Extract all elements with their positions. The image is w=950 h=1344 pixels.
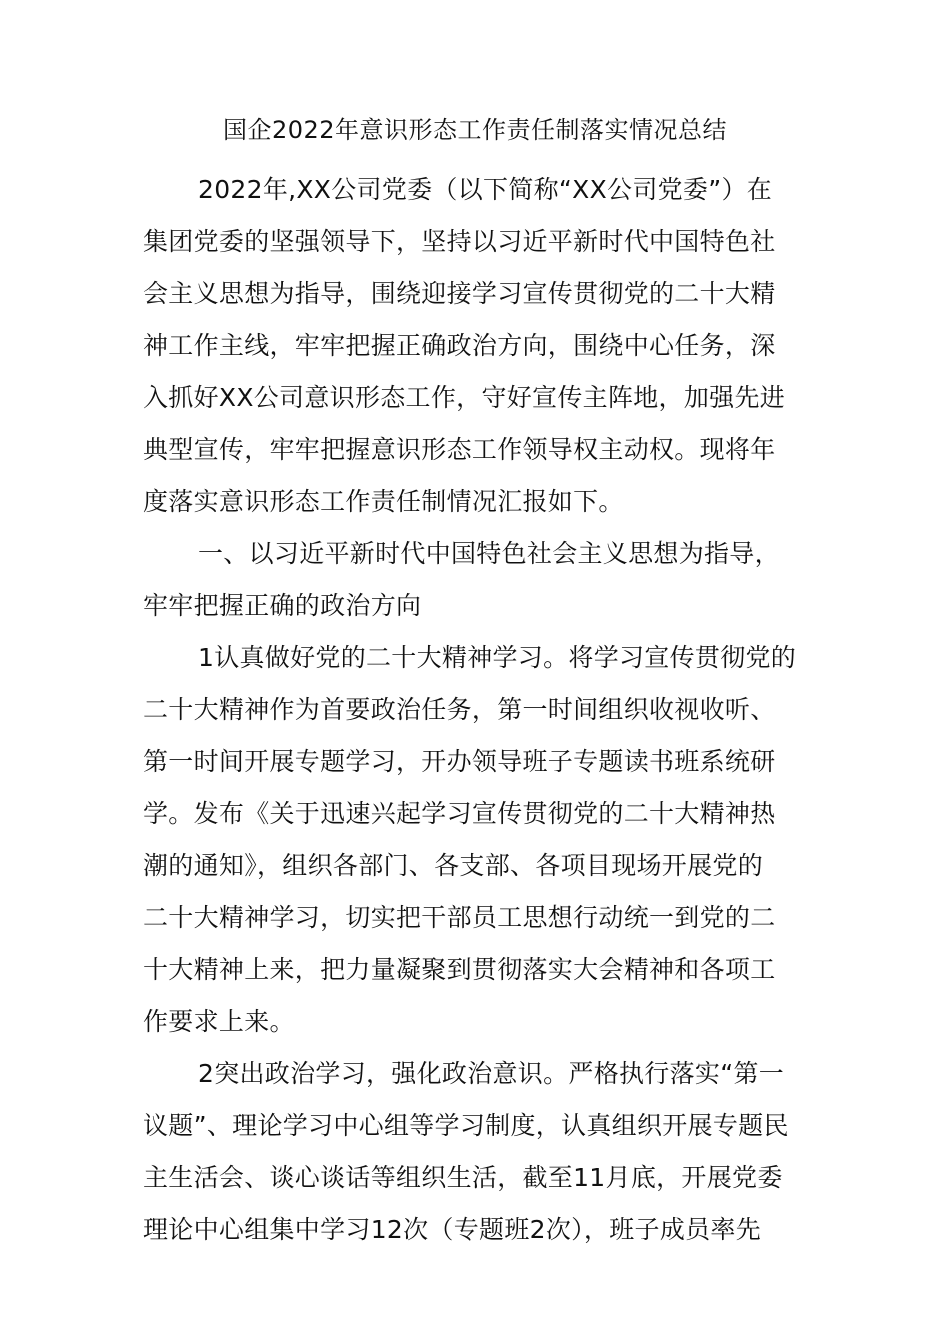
paragraph-line: 会主义思想为指导，围绕迎接学习宣传贯彻党的二十大精 <box>143 279 776 308</box>
section-heading-line: 一、以习近平新时代中国特色社会主义思想为指导， <box>198 539 780 568</box>
paragraph-line: 入抓好XX公司意识形态工作，守好宣传主阵地，加强先进 <box>143 383 786 412</box>
paragraph-line: 神工作主线，牢牢把握正确政治方向，围绕中心任务，深 <box>143 331 776 360</box>
paragraph-line: 十大精神上来，把力量凝聚到贯彻落实大会精神和各项工 <box>143 955 776 984</box>
paragraph-line: 第一时间开展专题学习，开办领导班子专题读书班系统研 <box>143 747 776 776</box>
paragraph-line: 二十大精神学习，切实把干部员工思想行动统一到党的二 <box>143 903 776 932</box>
paragraph-line: 二十大精神作为首要政治任务，第一时间组织收视收听、 <box>143 695 776 724</box>
paragraph-line: 议题”、理论学习中心组等学习制度，认真组织开展专题民 <box>143 1111 789 1140</box>
paragraph-line: 度落实意识形态工作责任制情况汇报如下。 <box>143 487 624 516</box>
document-title: 国企2022年意识形态工作责任制落实情况总结 <box>222 116 728 144</box>
paragraph-line: 2022年,XX公司党委（以下简称“XX公司党委”）在 <box>198 175 773 204</box>
paragraph-line: 潮的通知》，组织各部门、各支部、各项目现场开展党的 <box>143 851 764 880</box>
paragraph-line: 理论中心组集中学习12次（专题班2次），班子成员率先 <box>143 1215 762 1244</box>
paragraph-line: 1认真做好党的二十大精神学习。将学习宣传贯彻党的 <box>198 643 797 672</box>
section-heading-line: 牢牢把握正确的政治方向 <box>143 591 422 620</box>
paragraph-line: 典型宣传，牢牢把握意识形态工作领导权主动权。现将年 <box>143 435 776 464</box>
paragraph-line: 集团党委的坚强领导下，坚持以习近平新时代中国特色社 <box>143 227 776 256</box>
paragraph-line: 学。发布《关于迅速兴起学习宣传贯彻党的二十大精神热 <box>143 799 776 828</box>
document-body <box>143 164 807 1256</box>
paragraph-line: 2突出政治学习，强化政治意识。严格执行落实“第一 <box>198 1059 785 1088</box>
paragraph-line: 主生活会、谈心谈话等组织生活，截至11月底，开展党委 <box>143 1163 783 1192</box>
paragraph-line: 作要求上来。 <box>143 1007 295 1036</box>
